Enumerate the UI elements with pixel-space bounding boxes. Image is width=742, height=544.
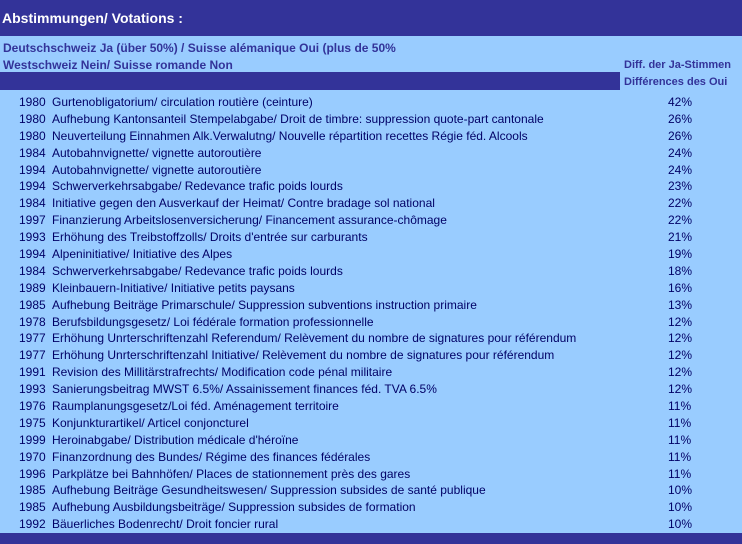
table-row — [0, 112, 742, 129]
vote-title: Heroinabgabe/ Distribution médicale d'héroïne — [52, 432, 299, 447]
vote-difference: 12% — [668, 365, 693, 380]
vote-difference: 26% — [668, 128, 693, 143]
table-row — [0, 467, 742, 484]
vote-difference: 11% — [668, 449, 692, 464]
votations-table — [0, 95, 742, 534]
vote-year: 1994 — [19, 162, 46, 177]
vote-difference: 23% — [668, 179, 693, 194]
vote-year: 1999 — [19, 432, 46, 447]
vote-title: Finanzordnung des Bundes/ Régime des finances fédérales — [52, 449, 371, 464]
vote-difference: 24% — [668, 145, 693, 160]
table-row — [0, 146, 742, 163]
vote-difference: 11% — [668, 466, 692, 481]
vote-difference: 19% — [668, 247, 693, 262]
column-header-de: Diff. der Ja-Stimmen — [624, 59, 731, 71]
vote-difference: 22% — [668, 213, 693, 228]
table-row — [0, 247, 742, 264]
table-row — [0, 517, 742, 534]
vote-difference: 26% — [668, 111, 693, 126]
table-row — [0, 331, 742, 348]
vote-title: Initiative gegen den Ausverkauf der Heimat/ Contre bradage sol national — [52, 196, 435, 211]
table-row — [0, 382, 742, 399]
vote-title: Autobahnvignette/ vignette autoroutière — [52, 145, 262, 160]
table-row — [0, 230, 742, 247]
subtitle-line-2: Westschweiz Nein/ Suisse romande Non — [3, 58, 233, 72]
vote-year: 1994 — [19, 179, 46, 194]
vote-title: Schwerverkehrsabgabe/ Redevance trafic poids lourds — [52, 263, 343, 278]
vote-year: 1997 — [19, 213, 46, 228]
table-row — [0, 315, 742, 332]
table-row — [0, 213, 742, 230]
vote-title: Raumplanungsgesetz/Loi féd. Aménagement territoire — [52, 399, 339, 414]
table-row — [0, 179, 742, 196]
vote-title: Alpeninitiative/ Initiative des Alpes — [52, 247, 233, 262]
column-header-fr: Différences des Oui — [624, 76, 728, 88]
vote-title: Aufhebung Beiträge Primarschule/ Suppression subventions instruction primaire — [52, 297, 477, 312]
table-row — [0, 95, 742, 112]
vote-difference: 12% — [668, 314, 693, 329]
table-row — [0, 399, 742, 416]
vote-title: Aufhebung Beiträge Gesundheitswesen/ Suppression subsides de santé publique — [52, 483, 486, 498]
vote-year: 1980 — [19, 111, 46, 126]
vote-title: Sanierungsbeitrag MWST 6.5%/ Assainissement finances féd. TVA 6.5% — [52, 382, 437, 397]
vote-title: Parkplätze bei Bahnhöfen/ Places de stationnement près des gares — [52, 466, 411, 481]
vote-difference: 10% — [668, 483, 693, 498]
vote-year: 1984 — [19, 145, 46, 160]
vote-title: Revision des Millitärstrafrechts/ Modification code pénal militaire — [52, 365, 393, 380]
vote-year: 1977 — [19, 331, 46, 346]
vote-title: Autobahnvignette/ vignette autoroutière — [52, 162, 262, 177]
vote-year: 1996 — [19, 466, 46, 481]
vote-title: Neuverteilung Einnahmen Alk.Verwalutng/ Nouvelle répartition recettes Régie féd. Alcools — [52, 128, 528, 143]
vote-title: Berufsbildungsgesetz/ Loi fédérale formation professionnelle — [52, 314, 374, 329]
vote-difference: 13% — [668, 297, 693, 312]
vote-title: Erhöhung Unrterschriftenzahl Referendum/ Relèvement du nombre de signatures pour référendum — [52, 331, 577, 346]
vote-year: 1977 — [19, 348, 46, 363]
vote-title: Erhöhung Unrterschriftenzahl Initiative/ Relèvement du nombre de signatures pour référendum — [52, 348, 555, 363]
table-row — [0, 298, 742, 315]
vote-title: Bäuerliches Bodenrecht/ Droit foncier rural — [52, 517, 279, 532]
table-row — [0, 450, 742, 467]
vote-difference: 12% — [668, 331, 693, 346]
vote-difference: 22% — [668, 196, 693, 211]
vote-difference: 21% — [668, 230, 693, 245]
vote-year: 1985 — [19, 500, 46, 515]
table-row — [0, 365, 742, 382]
vote-year: 1985 — [19, 483, 46, 498]
vote-year: 1993 — [19, 230, 46, 245]
vote-title: Aufhebung Kantonsanteil Stempelabgabe/ Droit de timbre: suppression quote-part cantonale — [52, 111, 544, 126]
vote-difference: 10% — [668, 517, 693, 532]
vote-difference: 16% — [668, 280, 693, 295]
vote-difference: 11% — [668, 399, 692, 414]
table-row — [0, 196, 742, 213]
vote-year: 1970 — [19, 449, 46, 464]
vote-difference: 18% — [668, 263, 693, 278]
vote-year: 1975 — [19, 415, 46, 430]
table-row — [0, 163, 742, 180]
vote-year: 1994 — [19, 247, 46, 262]
vote-difference: 12% — [668, 382, 693, 397]
table-row — [0, 348, 742, 365]
table-row — [0, 416, 742, 433]
vote-year: 1978 — [19, 314, 46, 329]
vote-year: 1991 — [19, 365, 46, 380]
vote-year: 1984 — [19, 196, 46, 211]
vote-title: Aufhebung Ausbildungsbeiträge/ Suppression subsides de formation — [52, 500, 416, 515]
table-row — [0, 500, 742, 517]
page-title: Abstimmungen/ Votations : — [0, 0, 742, 36]
footer-bar — [0, 533, 742, 544]
table-row — [0, 264, 742, 281]
vote-title: Gurtenobligatorium/ circulation routière (ceinture) — [52, 95, 313, 109]
vote-title: Finanzierung Arbeitslosenversicherung/ Financement assurance-chômage — [52, 213, 447, 228]
vote-title: Konjunkturartikel/ Articel conjoncturel — [52, 415, 249, 430]
vote-title: Schwerverkehrsabgabe/ Redevance trafic poids lourds — [52, 179, 343, 194]
vote-title: Erhöhung des Treibstoffzolls/ Droits d'entrée sur carburants — [52, 230, 368, 245]
vote-difference: 11% — [668, 415, 692, 430]
table-row — [0, 281, 742, 298]
vote-difference: 10% — [668, 500, 693, 515]
vote-difference: 12% — [668, 348, 693, 363]
vote-year: 1980 — [19, 128, 46, 143]
subtitle-line-1: Deutschschweiz Ja (über 50%) / Suisse alémanique Oui (plus de 50% — [3, 41, 396, 55]
vote-year: 1976 — [19, 399, 46, 414]
header-separator — [0, 72, 620, 90]
vote-year: 1980 — [19, 95, 46, 109]
vote-difference: 42% — [668, 95, 693, 109]
vote-difference: 24% — [668, 162, 693, 177]
vote-year: 1985 — [19, 297, 46, 312]
vote-year: 1992 — [19, 517, 46, 532]
vote-year: 1984 — [19, 263, 46, 278]
vote-year: 1989 — [19, 280, 46, 295]
vote-year: 1993 — [19, 382, 46, 397]
vote-difference: 11% — [668, 432, 692, 447]
table-row — [0, 433, 742, 450]
table-row — [0, 129, 742, 146]
vote-title: Kleinbauern-Initiative/ Initiative petits paysans — [52, 280, 295, 295]
table-row — [0, 483, 742, 500]
